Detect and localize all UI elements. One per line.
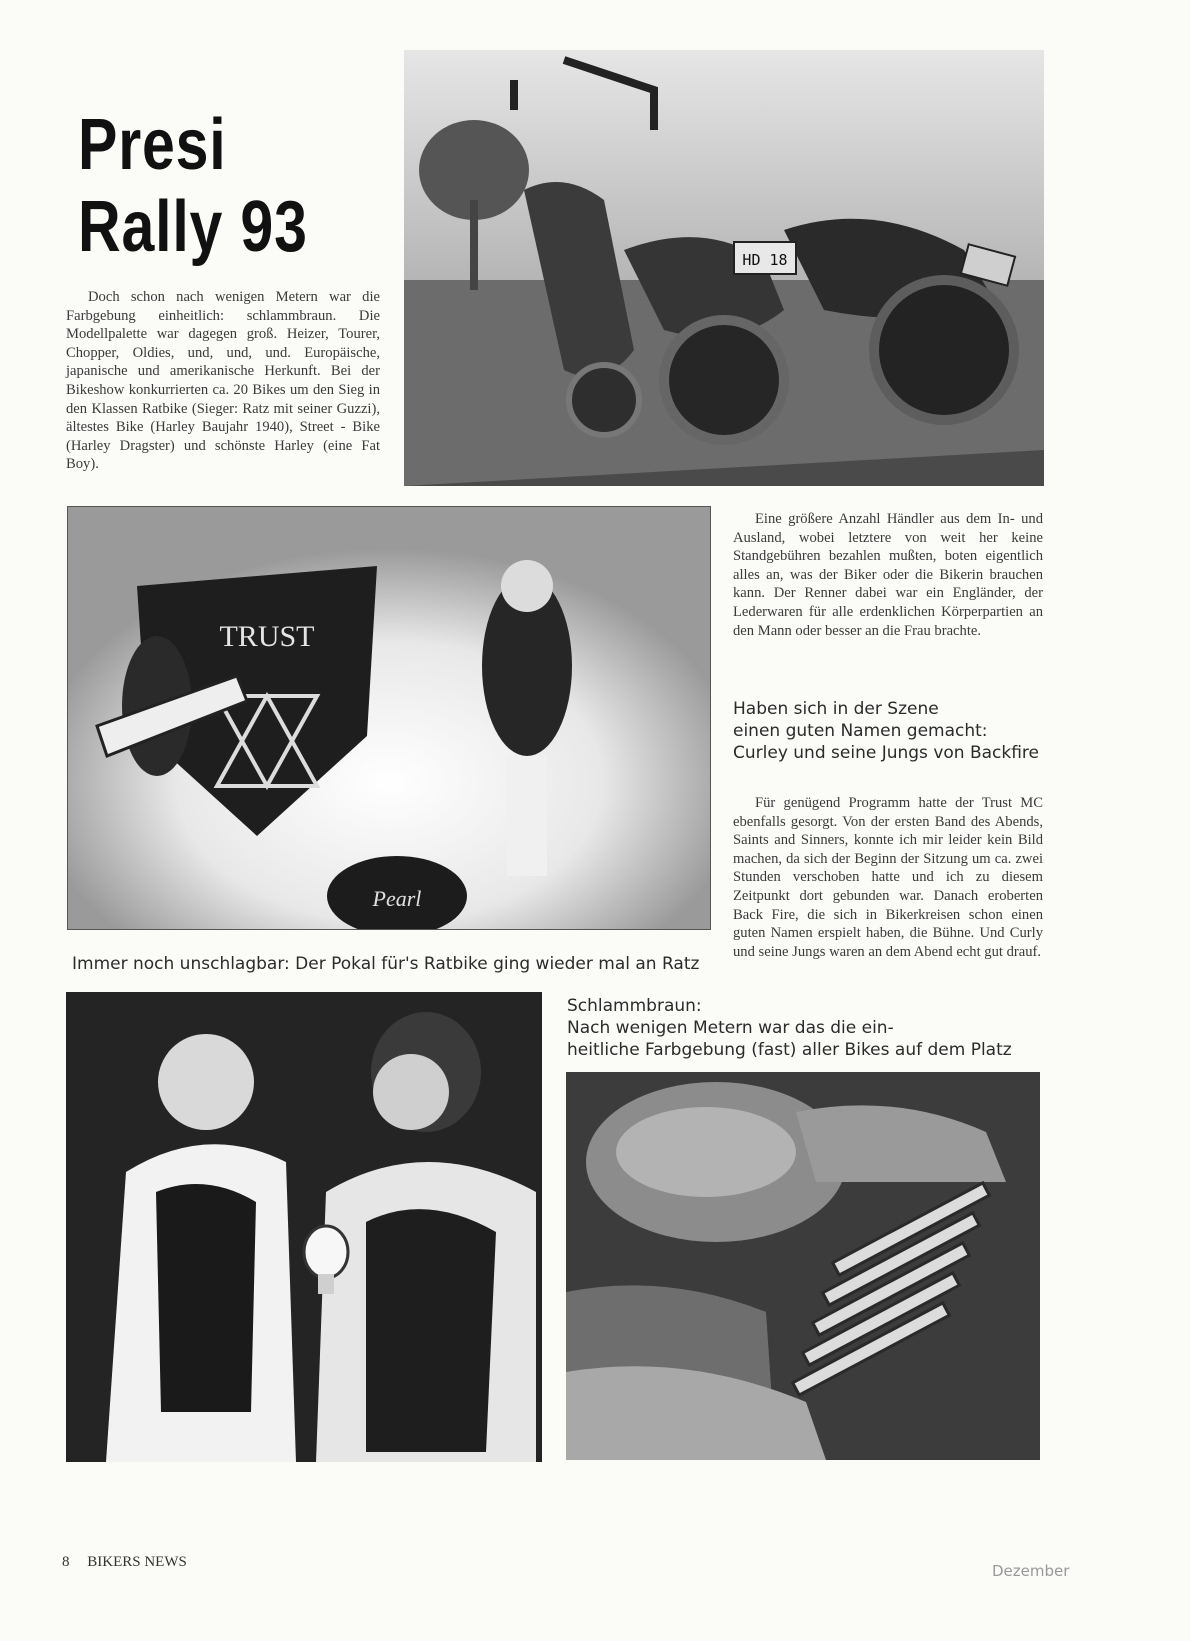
band-caption-line-3: Curley und seine Jungs von Backfire [733,743,1040,763]
band-banner-text: TRUST [219,620,315,653]
band-photo [67,506,711,930]
article-title [78,104,308,268]
band-caption-line-1: Haben sich in der Szene [733,699,939,719]
dealers-paragraph: Eine größere Anzahl Händler aus dem In- und Ausland, wobei letztere von weit her keine Standgebühren bezahlen mußten, boten eigentlich alles an, was der Biker oder die Bikerin brauchen kann. Der Renner dabei war ein Engländer, der Lederwaren für alle erdenklichen Körperpartien an den Mann oder besser an die Frau brachte. [733,511,1043,639]
page-number: 8 [62,1554,70,1570]
mud-caption-line-3: heitliche Farbgebung (fast) aller Bikes auf dem Platz [567,1040,1012,1060]
mud-caption-line-2: Nach wenigen Metern war das die ein- [567,1018,894,1038]
trophy-caption: Immer noch unschlagbar: Der Pokal für's Ratbike ging wieder mal an Ratz [72,954,700,974]
license-plate: HD 18 [742,251,788,269]
title-line-2: Rally 93 [78,187,308,267]
issue-month: Dezember [992,1562,1070,1580]
magazine-name: BIKERS NEWS [87,1554,187,1570]
band-caption [733,698,1039,764]
intro-paragraph: Doch schon nach wenigen Metern war die Farbgebung einheitlich: schlammbraun. Die Modellpalette war dagegen groß. Heizer, Tourer, Chopper, Oldies, und, und, und. Europäische, japanische und amerikanische Herkunft. Bei der Bikeshow konkurrierten ca. 20 Bikes um den Sieg in den Klassen Ratbike (Sieger: Ratz mit seiner Guzzi), ältestes Bike (Harley Baujahr 1940), Street - Bike (Harley Dragster) und schönste Harley (eine Fat Boy). [66,289,380,473]
page-footer [62,1554,187,1571]
trophy-photo [66,992,542,1462]
engine-photo [566,1072,1040,1460]
mud-caption [567,995,1012,1061]
program-paragraph: Für genügend Programm hatte der Trust MC ebenfalls gesorgt. Von der ersten Band des Abends, Saints and Sinners, konnte ich mir leider kein Bild machen, da sich der Beginn der Sitzung um ca. zwei Stunden verschoben hatte und ich zu diesem Zeitpunkt dort gebunden war. Danach eroberten Back Fire, die sich in Bikerkreisen schon einen guten Namen erspielt haben, die Bühne. Und Curly und seine Jungs waren an dem Abend echt gut drauf. [733,795,1043,960]
band-caption-line-2: einen guten Namen gemacht: [733,721,988,741]
title-line-1: Presi [78,105,227,185]
drum-brand-text: Pearl [372,886,422,911]
bikes-photo [404,50,1044,486]
mud-caption-line-1: Schlammbraun: [567,996,702,1016]
